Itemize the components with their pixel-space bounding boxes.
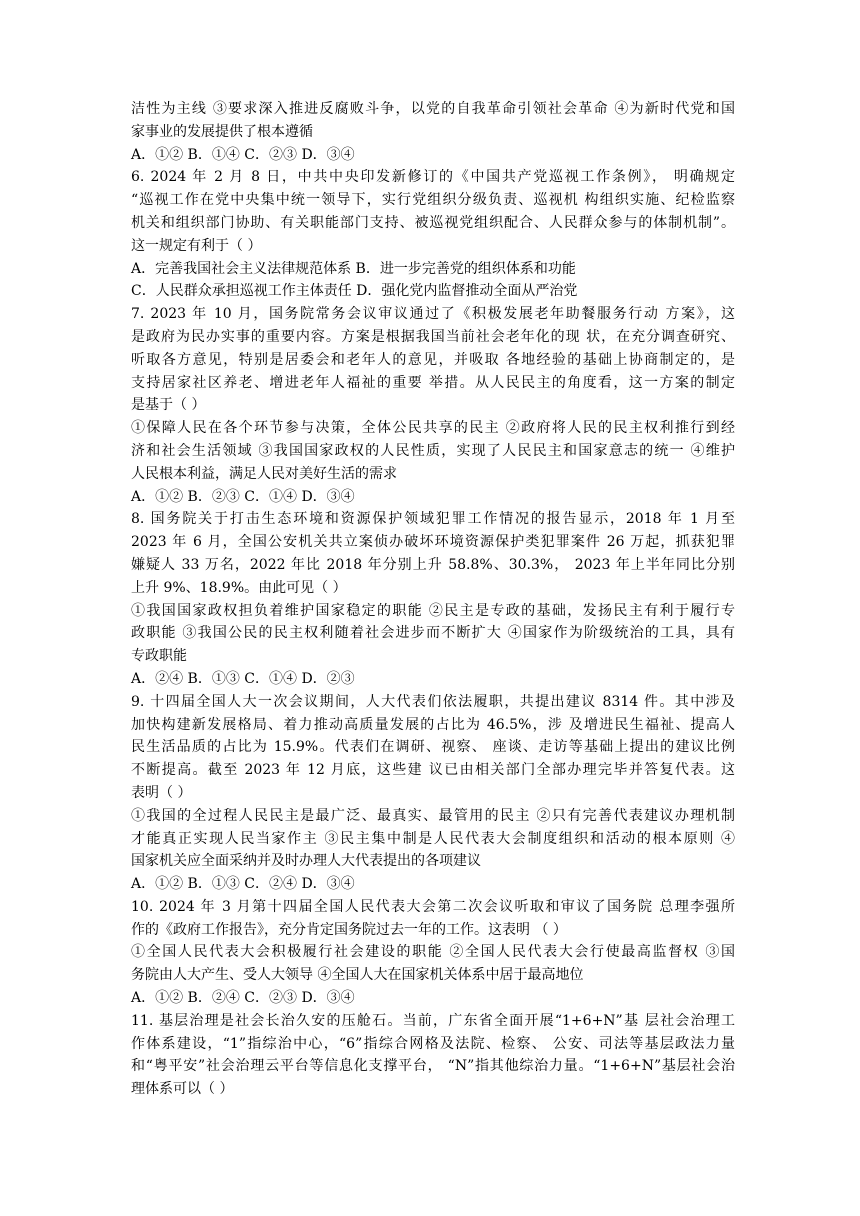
text-line: 作的《政府工作报告》，充分肯定国务院过去一年的工作。这表明 （ ）	[131, 921, 567, 938]
text-line: 民生活品质的占比为 15.9%。代表们在调研、视察、 座谈、走访等基础上提出的建议比例	[131, 739, 735, 756]
answer-options: A．①② B．①③ C．②④ D．③④	[131, 876, 355, 893]
answer-options: A．①② B．②③ C．①④ D．③④	[131, 488, 355, 505]
text-line: ①保障人民在各个环节参与决策，全体公民共享的民主 ②政府将人民的民主权利推行到经	[131, 420, 735, 437]
text-line: 是政府为民办实事的重要内容。方案是根据我国当前社会老年化的现 状，在充分调查研究、	[131, 328, 735, 345]
text-line: 专政职能	[131, 648, 187, 665]
text-line: 嫌疑人 33 万名，2022 年比 2018 年分别上升 58.8%、30.3%， 2023 年上半年同比分别	[131, 556, 735, 573]
text-line: 听取各方意见，特别是居委会和老年人的意见，并吸取 各地经验的基础上协商制定的，是	[131, 351, 735, 368]
text-line: ①我国的全过程人民民主是最广泛、最真实、最管用的民主 ②只有完善代表建议办理机制	[131, 807, 735, 824]
text-line: 上升 9%、18.9%。由此可见（ ）	[131, 579, 347, 596]
text-line: 理体系可以（ ）	[131, 1081, 234, 1098]
answer-options: A．②④ B．①③ C．①④ D．②③	[131, 670, 355, 687]
text-line: 2023 年 6 月，全国公安机关共立案侦办破坏环境资源保护类犯罪案件 26 万起，抓获犯罪	[131, 534, 735, 551]
text-line: 加快构建新发展格局、着力推动高质量发展的占比为 46.5%，涉 及增进民生福祉、提高人	[131, 716, 735, 733]
text-line: 是基于（ ）	[131, 397, 206, 414]
text-line: 支持居家社区养老、增进老年人福祉的重要 举措。从人民民主的角度看，这一方案的制定	[131, 374, 735, 391]
text-line: 务院由人大产生、受人大领导 ④全国人大在国家机关体系中居于最高地位	[131, 967, 584, 984]
answer-options: A．①② B．①④ C．②③ D．③④	[131, 146, 355, 163]
question-11: 11. 基层治理是社会长治久安的压舱石。当前，广东省全面开展“1+6+N”基 层社会治理工	[131, 1012, 735, 1029]
text-line: 洁性为主线 ③要求深入推进反腐败斗争，以党的自我革命引领社会革命 ④为新时代党和国	[131, 101, 735, 117]
question-6: 6. 2024 年 2 月 8 日，中共中央印发新修订的《中国共产党巡视工作条例》， 明确规定	[131, 169, 735, 186]
text-line: 表明（ ）	[131, 784, 192, 801]
text-line: ①我国国家政权担负着维护国家稳定的职能 ②民主是专政的基础，发扬民主有利于履行专	[131, 602, 735, 619]
answer-options: A．①② B．②④ C．②③ D．③④	[131, 990, 355, 1007]
question-7: 7. 2023 年 10 月，国务院常务会议审议通过了《积极发展老年助餐服务行动 方案》，这	[131, 306, 735, 323]
answer-options: A．完善我国社会主义法律规范体系 B．进一步完善党的组织体系和功能	[131, 260, 576, 277]
question-8: 8. 国务院关于打击生态环境和资源保护领域犯罪工作情况的报告显示，2018 年 1 月至	[131, 511, 735, 528]
text-line: 人民根本利益，满足人民对美好生活的需求	[131, 465, 397, 482]
text-line: 机关和组织部门协助、有关职能部门支持、被巡视党组织配合、人民群众参与的体制机制”。	[131, 214, 735, 231]
text-line: 家事业的发展提供了根本遵循	[131, 123, 313, 140]
text-line: 这一规定有利于（ ）	[131, 237, 262, 254]
text-line: 国家机关应全面采纳并及时办理人大代表提出的各项建议	[131, 853, 481, 870]
text-line: 和“粤平安”社会治理云平台等信息化支撑平台， “N”指其他综治力量。“1+6+N”基层社会治	[131, 1058, 735, 1075]
text-line: 不断提高。截至 2023 年 12 月底，这些建 议已由相关部门全部办理完毕并答复代表。这	[131, 762, 735, 779]
question-10: 10. 2024 年 3 月第十四届全国人民代表大会第二次会议听取和审议了国务院 总理李强所	[131, 898, 735, 915]
text-line: ①全国人民代表大会积极履行社会建设的职能 ②全国人民代表大会行使最高监督权 ③国	[131, 944, 735, 961]
answer-options: C．人民群众承担巡视工作主体责任 D．强化党内监督推动全面从严治党	[131, 283, 578, 300]
text-line: “巡视工作在党中央集中统一领导下，实行党组织分级负责、巡视机 构组织实施、纪检监察	[131, 192, 735, 209]
text-line: 济和社会生活领域 ③我国国家政权的人民性质，实现了人民民主和国家意志的统一 ④维护	[131, 442, 735, 459]
text-line: 才能真正实现人民当家作主 ③民主集中制是人民代表大会制度组织和活动的根本原则 ④	[131, 830, 735, 847]
text-line: 作体系建设，“1”指综治中心，“6”指综合网格及法院、检察、 公安、司法等基层政法力量	[131, 1035, 735, 1052]
document-page	[131, 98, 735, 1101]
question-9: 9. 十四届全国人大一次会议期间，人大代表们依法履职，共提出建议 8314 件。其中涉及	[131, 693, 735, 710]
text-line: 政职能 ③我国公民的民主权利随着社会进步而不断扩大 ④国家作为阶级统治的工具，具有	[131, 625, 735, 642]
